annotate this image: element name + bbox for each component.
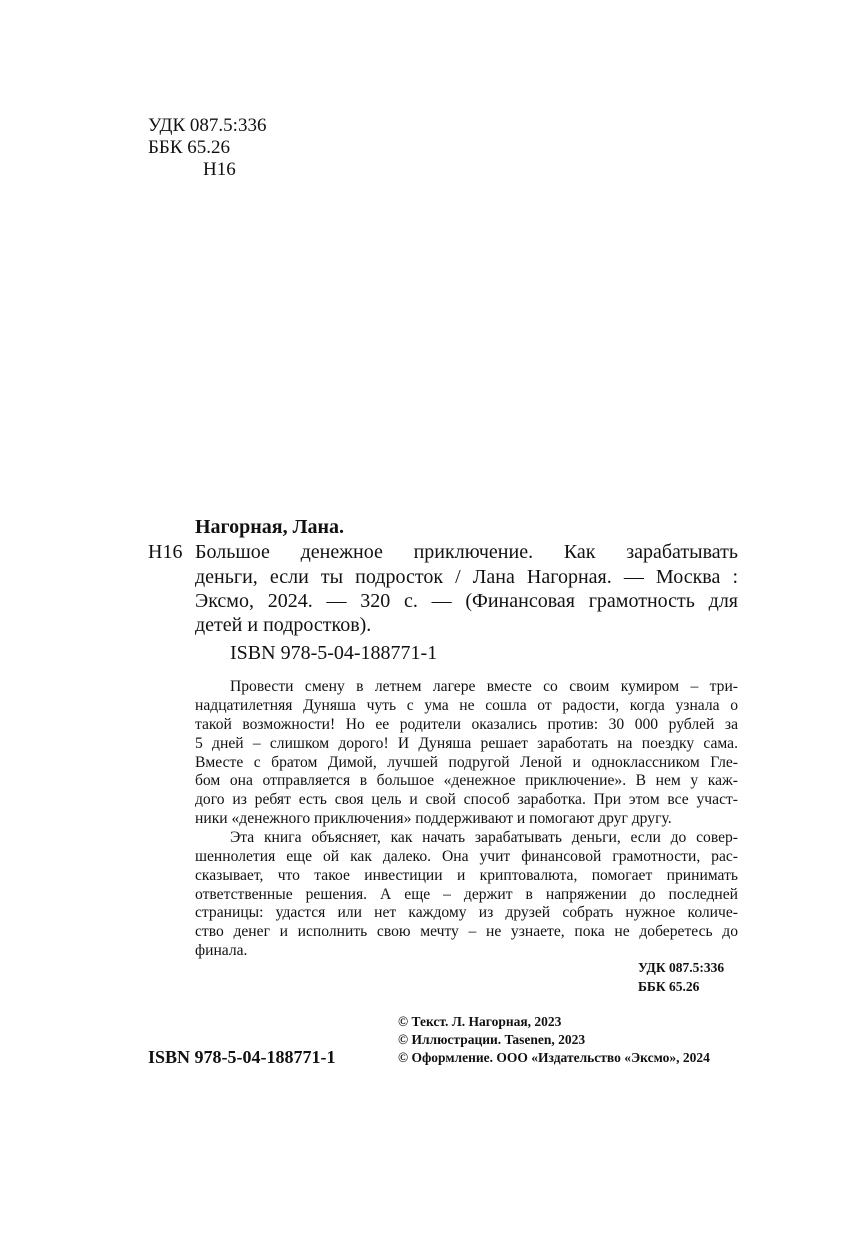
- annotation-line: сказывает, что такое инвестиции и криптовалюта, помогает принимать: [195, 867, 738, 884]
- record-line: детей и подростков).: [195, 614, 372, 636]
- copyright-line: © Иллюстрации. Tasenen, 2023: [398, 1032, 586, 1047]
- annotation-line: надцатилетняя Дуняша чуть с ума не сошла от радости, когда узнала о: [195, 697, 738, 714]
- annotation-line: такой возможности! Но ее родители оказались против: 30 000 рублей за: [195, 716, 738, 733]
- annotation-line: Вместе с братом Димой, лучшей подругой Леной и одноклассником Гле-: [195, 754, 738, 771]
- annotation-line: бом она отправляется в большое «денежное приключение». В нем у каж-: [195, 772, 738, 789]
- annotation-line: ство денег и исполнить свою мечту – не узнаете, пока не доберетесь до: [195, 923, 738, 940]
- record-line: Большое денежное приключение. Как зарабатывать: [195, 541, 738, 563]
- annotation-line: дого из ребят есть своя цель и свой способ заработка. При этом все участ-: [195, 791, 738, 808]
- annotation-line: ники «денежного приключения» поддерживают и помогают друг другу.: [195, 810, 672, 827]
- bbk-code: ББК 65.26: [148, 137, 230, 158]
- annotation-line: Провести смену в летнем лагере вместе со своим кумиром – три-: [230, 678, 738, 695]
- udk-code: УДК 087.5:336: [148, 115, 267, 136]
- author-heading: Нагорная, Лана.: [195, 516, 345, 538]
- copyright-line: © Текст. Л. Нагорная, 2023: [398, 1014, 562, 1029]
- author-mark: Н16: [203, 159, 236, 180]
- record-author-mark: Н16: [148, 541, 183, 563]
- annotation-line: шеннолетия еще ой как далеко. Она учит финансовой грамотности, рас-: [195, 848, 738, 865]
- record-isbn: ISBN 978-5-04-188771-1: [230, 642, 438, 664]
- record-line: Эксмо, 2024. — 320 с. — (Финансовая грамотность для: [195, 590, 738, 612]
- footer-isbn: ISBN 978-5-04-188771-1: [148, 1047, 336, 1067]
- annotation-line: Эта книга объясняет, как начать зарабатывать деньги, если до совер-: [230, 829, 738, 846]
- annotation-line: финала.: [195, 942, 248, 959]
- annotation-line: ответственные решения. А еще – держит в напряжении до последней: [195, 886, 738, 903]
- annotation-line: страницы: удастся или нет каждому из друзей собрать нужное количе-: [195, 904, 738, 921]
- annotation-udk: УДК 087.5:336: [638, 960, 725, 975]
- copyright-line: © Оформление. ООО «Издательство «Эксмо», 2024: [398, 1050, 710, 1065]
- annotation-bbk: ББК 65.26: [638, 979, 700, 994]
- annotation-line: 5 дней – слишком дорого! И Дуняша решает заработать на поездку сама.: [195, 735, 738, 752]
- record-line: деньги, если ты подросток / Лана Нагорная. — Москва :: [195, 566, 738, 588]
